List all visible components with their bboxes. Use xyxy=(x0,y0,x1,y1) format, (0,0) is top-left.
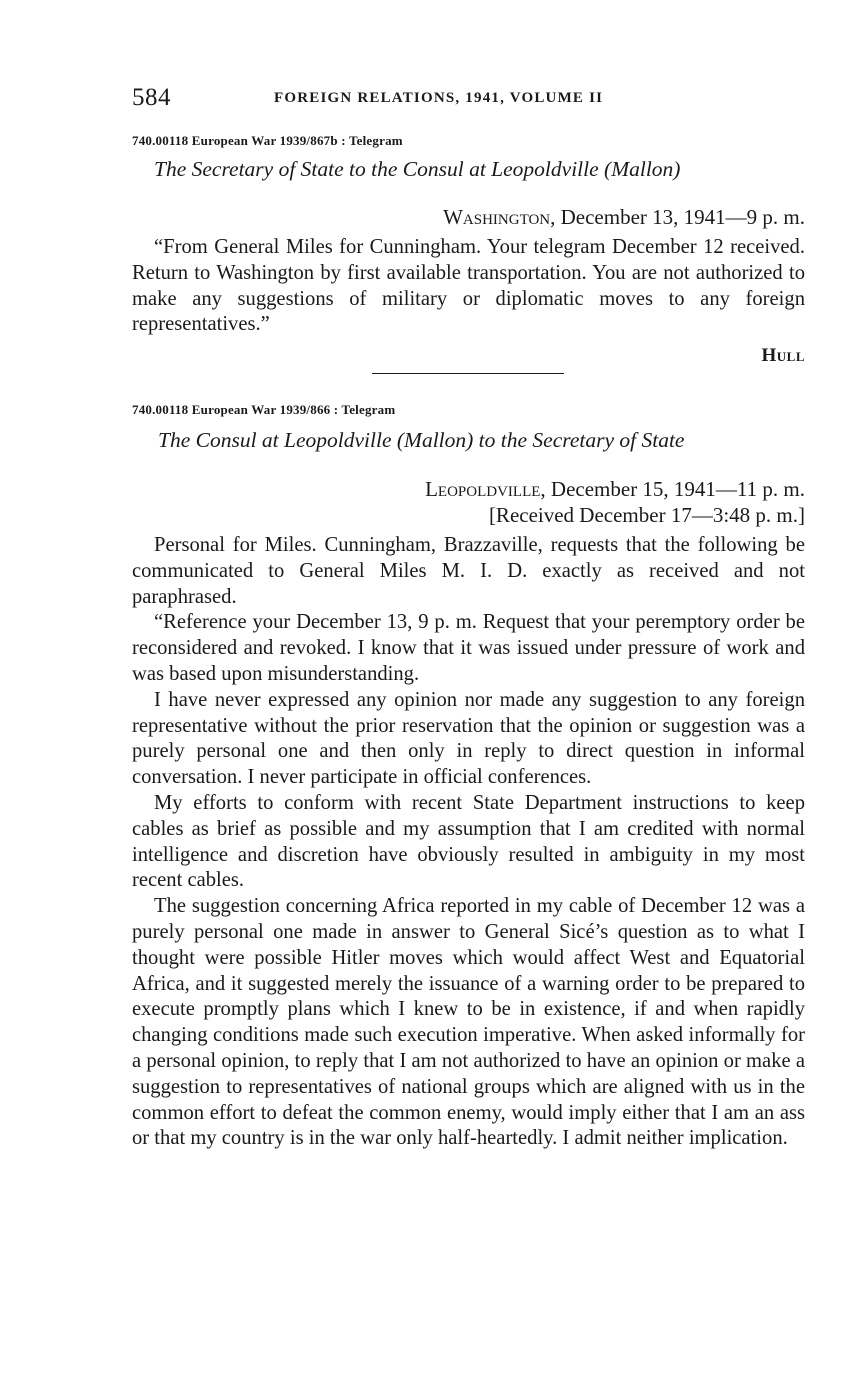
file-reference: 740.00118 European War 1939/867b : Telegram xyxy=(132,133,403,148)
signature: Hull xyxy=(761,345,805,366)
paragraph: My efforts to conform with recent State Department instructions to keep cables as brief as possible and my assumption that I am credited with normal intelligence and discretion have obviously resulted in ambiguity in my most recent cables. xyxy=(132,791,805,892)
document-title: The Secretary of State to the Consul at Leopoldville (Mallon) xyxy=(154,157,681,181)
running-head-title: FOREIGN RELATIONS, 1941, VOLUME II xyxy=(274,90,604,106)
paragraph: “From General Miles for Cunningham. Your telegram December 12 received. Return to Washington by first available transportation. You are not authorized to make any suggestions of military or diplomatic moves to any foreign representatives.” xyxy=(132,236,805,336)
document-title: The Consul at Leopoldville (Mallon) to the Secretary of State xyxy=(158,428,685,452)
dateline xyxy=(425,477,805,502)
paragraph: Personal for Miles. Cunningham, Brazzaville, requests that the following be communicated to General Miles M. I. D. exactly as received and not paraphrased. xyxy=(132,534,805,608)
paragraph: The suggestion concerning Africa reported in my cable of December 12 was a purely personal one made in answer to General Sicé’s question as to what I thought were possible Hitler moves which would affect West and Equatorial Africa, and it suggested merely the issuance of a warning order to be prepared to execute promptly plans which I knew to be in existence, if and when rapidly changing conditions made such execution imperative. When asked informally for a personal opinion, to reply that I am not authorized to have an opinion or make a suggestion to representatives of national groups which are aligned with us in the common effort to defeat the common enemy, would imply either that I am an ass or that my country is in the war only half-heartedly. I admit neither implication. xyxy=(132,895,805,1150)
dateline-date: , December 15, 1941—11 p. m. xyxy=(540,477,805,501)
dateline-date: , December 13, 1941—9 p. m. xyxy=(550,205,805,229)
telegram-body xyxy=(132,235,805,338)
paragraph: “Reference your December 13, 9 p. m. Request that your peremptory order be reconsidered and revoked. I know that it was issued under pressure of work and was based upon misunderstanding. xyxy=(132,611,805,685)
dateline-place: Washington xyxy=(443,205,551,229)
dateline xyxy=(443,205,805,230)
telegram-body xyxy=(132,533,805,1152)
page-number: 584 xyxy=(132,84,171,111)
paragraph: I have never expressed any opinion nor made any suggestion to any foreign representative without the prior reservation that the opinion or suggestion was a purely personal one and then only in reply to direct question in informal conversation. I never participate in official conferences. xyxy=(132,688,805,789)
section-divider xyxy=(372,373,564,374)
dateline-place: Leopoldville xyxy=(425,477,541,501)
received-note: [Received December 17—3:48 p. m.] xyxy=(488,503,805,527)
file-reference: 740.00118 European War 1939/866 : Telegram xyxy=(132,402,396,417)
running-head xyxy=(132,84,805,114)
